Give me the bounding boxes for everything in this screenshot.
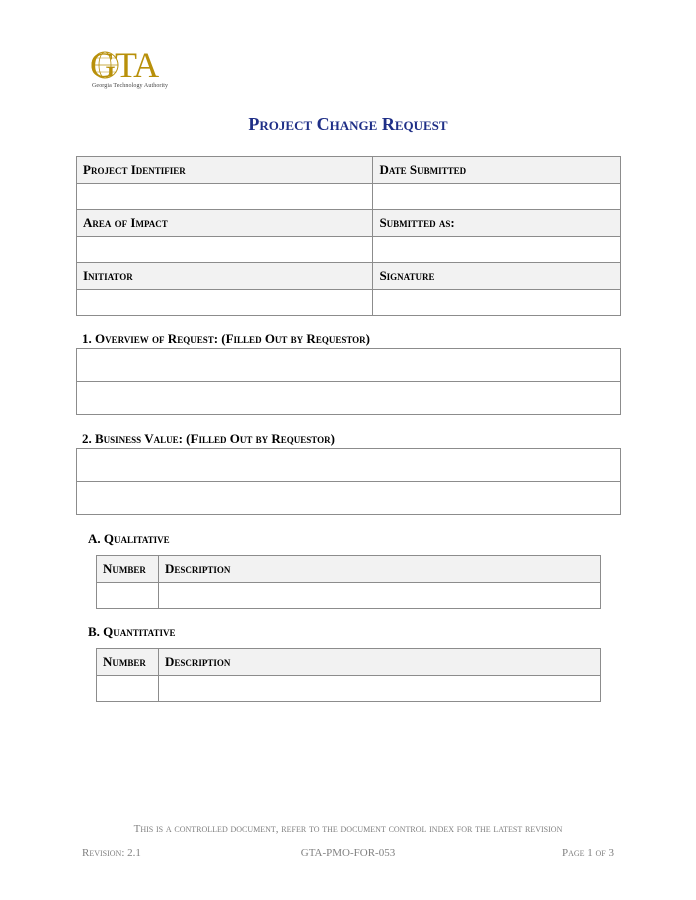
table-row (77, 184, 621, 210)
initiator-label: Initiator (77, 263, 373, 290)
project-identifier-field[interactable] (77, 184, 373, 210)
table-row (77, 449, 621, 482)
project-identifier-label: Project Identifier (77, 157, 373, 184)
table-row (77, 482, 621, 515)
business-value-field-2[interactable] (77, 482, 621, 515)
table-row (97, 583, 601, 609)
project-info-table (76, 156, 621, 316)
submitted-as-label: Submitted as: (373, 210, 621, 237)
gta-logo (90, 46, 180, 94)
section-business-value-heading: 2. Business Value: (Filled Out by Requestor) (82, 431, 335, 446)
initiator-field[interactable] (77, 290, 373, 316)
qualitative-description-header: Description (158, 556, 600, 583)
qualitative-number-field[interactable] (97, 583, 159, 609)
page-number: Page 1 of 3 (561, 847, 614, 859)
quantitative-description-field[interactable] (158, 676, 600, 702)
table-row (77, 382, 621, 415)
document-id: GTA-PMO-FOR-053 (300, 847, 396, 859)
controlled-document-note: This is a controlled document, refer to the document control index for the latest revision (133, 823, 563, 835)
revision-label: Revision: 2.1 (82, 847, 141, 859)
overview-field-1[interactable] (77, 349, 621, 382)
overview-field-2[interactable] (77, 382, 621, 415)
table-row (77, 237, 621, 263)
table-row (97, 649, 601, 676)
qualitative-table (96, 555, 601, 609)
area-of-impact-label: Area of Impact (77, 210, 373, 237)
qualitative-description-field[interactable] (158, 583, 600, 609)
date-submitted-field[interactable] (373, 184, 621, 210)
section-qualitative-heading: A. Qualitative (88, 531, 170, 546)
area-of-impact-field[interactable] (77, 237, 373, 263)
table-row (77, 263, 621, 290)
overview-table (76, 348, 621, 415)
table-row (77, 349, 621, 382)
section-quantitative-heading: B. Quantitative (88, 624, 176, 639)
business-value-table (76, 448, 621, 515)
signature-label: Signature (373, 263, 621, 290)
quantitative-number-field[interactable] (97, 676, 159, 702)
table-row (77, 157, 621, 184)
quantitative-table (96, 648, 601, 702)
logo-mark: GTA (90, 45, 159, 85)
date-submitted-label: Date Submitted (373, 157, 621, 184)
table-row (77, 290, 621, 316)
signature-field[interactable] (373, 290, 621, 316)
page-title: Project Change Request (248, 114, 448, 134)
section-overview-heading: 1. Overview of Request: (Filled Out by Requestor) (82, 331, 370, 346)
table-row (97, 676, 601, 702)
table-row (77, 210, 621, 237)
submitted-as-field[interactable] (373, 237, 621, 263)
business-value-field-1[interactable] (77, 449, 621, 482)
qualitative-number-header: Number (97, 556, 159, 583)
quantitative-description-header: Description (158, 649, 600, 676)
table-row (97, 556, 601, 583)
logo-subtitle: Georgia Technology Authority (92, 83, 169, 89)
quantitative-number-header: Number (97, 649, 159, 676)
